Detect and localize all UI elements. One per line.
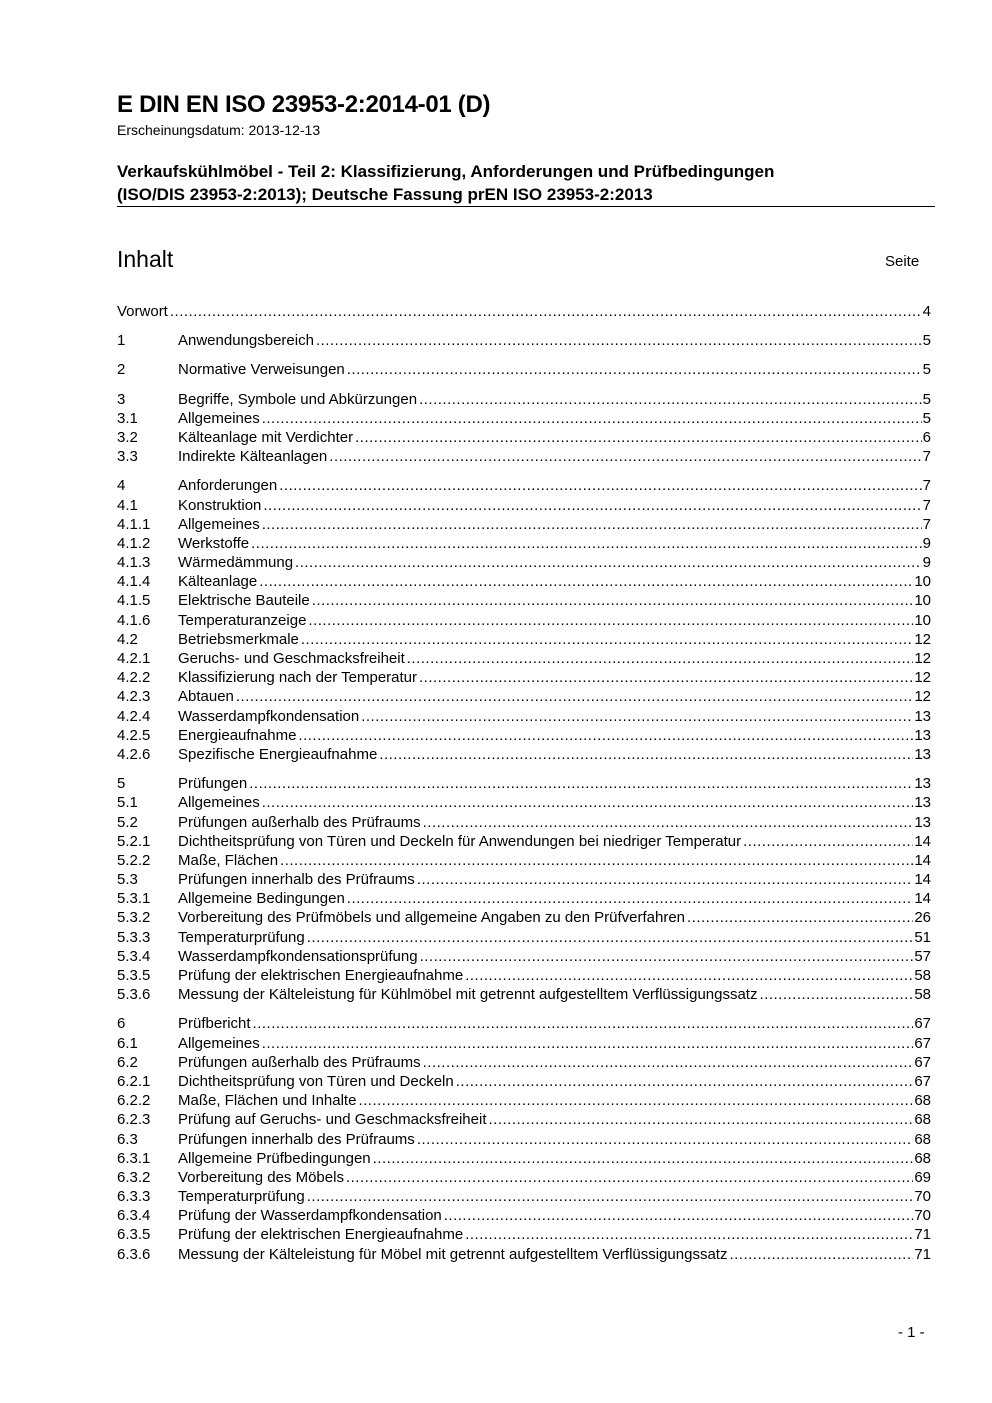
toc-entry-body (178, 591, 931, 610)
toc-entry-body (178, 1110, 931, 1129)
toc-entry-page: 58 (914, 986, 931, 1004)
toc-entry-page: 13 (914, 745, 931, 763)
toc-dot-leader (262, 1034, 914, 1053)
toc-dot-leader (423, 1053, 914, 1072)
toc-dot-leader (373, 1149, 914, 1168)
toc-entry-body (178, 687, 931, 706)
toc-entry-title: Allgemeine Prüfbedingungen (178, 1149, 371, 1167)
toc-entry-title: Konstruktion (178, 496, 262, 514)
toc-entry-body (178, 390, 931, 409)
toc-entry-body (117, 302, 931, 321)
toc-entry-number: 4.2.5 (117, 726, 151, 744)
toc-entry[interactable] (117, 1053, 931, 1072)
toc-entry[interactable] (117, 515, 931, 534)
toc-entry-title: Allgemeines (178, 794, 260, 812)
toc-entry-page: 68 (914, 1149, 931, 1167)
toc-entry-page: 69 (914, 1168, 931, 1186)
toc-entry[interactable] (117, 1245, 931, 1264)
toc-entry-title: Geruchs- und Geschmacksfreiheit (178, 650, 405, 667)
toc-entry-page: 6 (922, 428, 931, 446)
toc-entry[interactable] (117, 1034, 931, 1053)
toc-entry-number: 6.3.6 (117, 1245, 151, 1263)
toc-entry-body (178, 447, 931, 466)
toc-dot-leader (251, 534, 922, 553)
toc-dot-leader (279, 476, 921, 495)
toc-entry[interactable] (117, 813, 931, 832)
toc-entry-body (178, 1014, 931, 1033)
toc-entry-number: 4.1.3 (117, 554, 151, 572)
toc-entry[interactable] (117, 851, 931, 870)
toc-entry-number: 5.3.3 (117, 928, 151, 946)
toc-entry-page: 13 (914, 775, 931, 793)
toc-entry-number: 3.1 (117, 409, 138, 427)
toc-entry-number: 5.3.2 (117, 909, 151, 927)
toc-dot-leader (361, 707, 913, 726)
toc-entry-page: 5 (922, 361, 931, 379)
toc-entry-page: 7 (922, 448, 931, 466)
toc-dot-leader (280, 851, 913, 870)
toc-entry[interactable] (117, 360, 931, 379)
toc-entry-body (178, 1187, 931, 1206)
toc-entry-title: Abtauen (178, 688, 234, 706)
toc-entry-page: 9 (922, 534, 931, 552)
toc-entry-body (178, 851, 931, 870)
toc-dot-leader (316, 331, 922, 350)
toc-dot-leader (259, 572, 913, 591)
toc-entry-page: 10 (914, 573, 931, 591)
toc-entry-number: 5.3.5 (117, 967, 151, 984)
toc-entry[interactable] (117, 966, 931, 985)
toc-entry-title: Kälteanlage (178, 573, 258, 591)
toc-entry-number: 6.3.5 (117, 1226, 151, 1244)
toc-entry-title: Wasserdampfkondensation (178, 707, 360, 725)
toc-entry[interactable] (117, 1091, 931, 1110)
toc-entry-title: Prüfung der Wasserdampfkondensation (178, 1207, 442, 1225)
toc-entry-title: Prüfungen außerhalb des Prüfraums (178, 1053, 421, 1071)
toc-dot-leader (301, 630, 913, 649)
toc-entry[interactable] (117, 1187, 931, 1206)
toc-entry-title: Wärmedämmung (178, 554, 294, 572)
toc-entry-page: 7 (922, 496, 931, 514)
toc-entry-page: 58 (914, 967, 931, 984)
toc-dot-leader (407, 649, 914, 668)
toc-dot-leader (444, 1206, 914, 1225)
toc-entry[interactable] (117, 687, 931, 706)
toc-dot-leader (262, 515, 922, 534)
toc-entry-number: 5.2.2 (117, 851, 151, 869)
toc-entry[interactable] (117, 928, 931, 947)
toc-entry-body (178, 476, 931, 495)
toc-entry-number: 4.2 (117, 630, 138, 648)
toc-entry-number: 6.3.2 (117, 1168, 151, 1186)
toc-entry-title: Prüfung der elektrischen Energieaufnahme (178, 967, 464, 984)
toc-dot-leader (465, 1225, 913, 1244)
toc-dot-leader (355, 428, 922, 447)
toc-entry[interactable] (117, 889, 931, 908)
toc-entry-number: 5.1 (117, 794, 138, 812)
toc-dot-leader (420, 947, 914, 966)
toc-entry-body (178, 630, 931, 649)
toc-entry-page: 67 (914, 1034, 931, 1052)
toc-dot-leader (298, 726, 913, 745)
contents-heading: Inhalt (117, 246, 174, 272)
toc-entry-title: Allgemeine Bedingungen (178, 890, 345, 908)
toc-entry-title: Wasserdampfkondensationsprüfung (178, 947, 418, 965)
toc-entry[interactable] (117, 611, 931, 630)
toc-entry-body (178, 813, 931, 832)
toc-entry-body (178, 496, 931, 515)
toc-entry[interactable] (117, 476, 931, 495)
toc-entry-number: 3 (117, 390, 126, 408)
toc-dot-leader (263, 496, 921, 515)
toc-entry-title: Prüfungen innerhalb des Prüfraums (178, 871, 415, 889)
toc-entry-number: 4.2.1 (117, 650, 151, 667)
toc-entry-title: Kälteanlage mit Verdichter (178, 428, 354, 446)
toc-entry-page: 7 (922, 515, 931, 533)
toc-entry-title: Elektrische Bauteile (178, 592, 310, 610)
toc-dot-leader (456, 1072, 914, 1091)
toc-entry[interactable] (117, 428, 931, 447)
table-of-contents (117, 302, 931, 1264)
toc-entry-page: 14 (914, 871, 931, 889)
toc-dot-leader (729, 1245, 913, 1264)
toc-entry-title: Vorwort (117, 303, 168, 320)
toc-entry-page: 5 (922, 390, 931, 408)
toc-entry-page: 12 (914, 650, 931, 667)
toc-entry-body (178, 428, 931, 447)
toc-entry-number: 1 (117, 332, 126, 350)
toc-dot-leader (417, 870, 914, 889)
publication-date: Erscheinungsdatum: 2013-12-13 (117, 122, 321, 138)
toc-entry-title: Klassifizierung nach der Temperatur (178, 669, 418, 687)
toc-entry-body (178, 331, 931, 350)
toc-entry-body (178, 870, 931, 889)
toc-entry-title: Allgemeines (178, 515, 260, 533)
toc-entry-page: 14 (914, 832, 931, 850)
toc-entry[interactable] (117, 985, 931, 1004)
toc-entry-number: 6.3 (117, 1130, 138, 1148)
toc-entry-page: 13 (914, 813, 931, 831)
toc-dot-leader (249, 774, 913, 793)
document-title: E DIN EN ISO 23953-2:2014-01 (D) (117, 91, 491, 118)
toc-entry-body (178, 1168, 931, 1187)
toc-entry-number: 4.2.2 (117, 669, 151, 687)
toc-entry-page: 10 (914, 592, 931, 610)
toc-entry-body (178, 774, 931, 793)
toc-entry-body (178, 1245, 931, 1264)
toc-entry-title: Messung der Kälteleistung für Kühlmöbel mit getrennt aufgestelltem Verflüssigungssatz (178, 986, 758, 1004)
toc-dot-leader (379, 745, 913, 764)
toc-entry-body (178, 908, 931, 927)
toc-entry-page: 67 (914, 1072, 931, 1090)
toc-entry-body (178, 793, 931, 812)
toc-entry-body (178, 1149, 931, 1168)
toc-entry-number: 2 (117, 361, 126, 379)
toc-entry-title: Vorbereitung des Möbels (178, 1168, 344, 1186)
toc-entry[interactable] (117, 649, 931, 668)
toc-entry[interactable] (117, 1206, 931, 1225)
toc-entry-page: 71 (914, 1245, 931, 1263)
toc-entry-number: 4.2.3 (117, 688, 151, 706)
toc-dot-leader (262, 409, 922, 428)
toc-entry-body (178, 572, 931, 591)
toc-entry-body (178, 889, 931, 908)
toc-entry-page: 70 (914, 1207, 931, 1225)
toc-entry-number: 5.2 (117, 813, 138, 831)
toc-entry-number: 6.3.4 (117, 1207, 151, 1225)
toc-entry-title: Betriebsmerkmale (178, 630, 299, 648)
page-number: - 1 - (898, 1324, 925, 1341)
toc-entry[interactable] (117, 1072, 931, 1091)
toc-entry-page: 67 (914, 1015, 931, 1033)
toc-entry-page: 10 (914, 611, 931, 629)
toc-dot-leader (423, 813, 914, 832)
page-column-label: Seite (885, 253, 920, 270)
toc-entry-number: 6.1 (117, 1034, 138, 1052)
toc-dot-leader (488, 1110, 913, 1129)
toc-entry-title: Temperaturanzeige (178, 611, 307, 629)
toc-entry-number: 4.1.4 (117, 573, 151, 591)
toc-entry-page: 13 (914, 726, 931, 744)
toc-entry[interactable] (117, 1110, 931, 1129)
toc-entry-number: 5.3.4 (117, 947, 151, 965)
toc-dot-leader (295, 553, 922, 572)
toc-entry-number: 4.2.4 (117, 707, 151, 725)
toc-entry[interactable] (117, 534, 931, 553)
toc-entry-number: 5.2.1 (117, 832, 151, 850)
toc-entry-body (178, 1225, 931, 1244)
toc-entry-number: 5.3.1 (117, 890, 151, 908)
toc-entry-title: Prüfung der elektrischen Energieaufnahme (178, 1226, 464, 1244)
toc-entry-body (178, 534, 931, 553)
toc-entry[interactable] (117, 447, 931, 466)
toc-entry-body (178, 668, 931, 687)
toc-entry-number: 4 (117, 477, 126, 495)
toc-entry-title: Temperaturprüfung (178, 1188, 305, 1206)
toc-entry-number: 4.1.6 (117, 611, 151, 629)
toc-entry-page: 26 (914, 909, 931, 927)
toc-dot-leader (419, 668, 913, 687)
toc-entry-title: Maße, Flächen (178, 851, 279, 869)
toc-entry-body (178, 985, 931, 1004)
toc-entry[interactable] (117, 793, 931, 812)
toc-entry-body (178, 947, 931, 966)
toc-entry-page: 5 (922, 409, 931, 427)
toc-entry-title: Prüfungen außerhalb des Prüfraums (178, 813, 421, 831)
toc-entry[interactable] (117, 553, 931, 572)
toc-entry-page: 7 (922, 477, 931, 495)
toc-dot-leader (419, 390, 922, 409)
toc-entry[interactable] (117, 630, 931, 649)
toc-entry-number: 5 (117, 775, 126, 793)
toc-entry-title: Werkstoffe (178, 534, 250, 552)
toc-entry-body (178, 515, 931, 534)
toc-dot-leader (262, 793, 914, 812)
toc-entry-number: 5.3 (117, 871, 138, 889)
toc-entry[interactable] (117, 591, 931, 610)
toc-dot-leader (347, 889, 914, 908)
toc-dot-leader (417, 1130, 914, 1149)
toc-entry-number: 3.2 (117, 428, 138, 446)
toc-entry-body (178, 1130, 931, 1149)
toc-entry[interactable] (117, 390, 931, 409)
toc-dot-leader (465, 966, 913, 985)
toc-entry-title: Allgemeines (178, 1034, 260, 1052)
toc-entry-page: 57 (914, 947, 931, 965)
toc-entry-page: 13 (914, 794, 931, 812)
toc-entry-number: 6.2.1 (117, 1072, 151, 1090)
toc-entry[interactable] (117, 774, 931, 793)
toc-entry[interactable] (117, 668, 931, 687)
toc-dot-leader (308, 611, 913, 630)
toc-entry-page: 67 (914, 1053, 931, 1071)
toc-dot-leader (347, 360, 922, 379)
toc-entry[interactable] (117, 908, 931, 927)
toc-entry-title: Spezifische Energieaufnahme (178, 745, 378, 763)
toc-entry-title: Temperaturprüfung (178, 928, 305, 946)
toc-entry-number: 4.1.2 (117, 534, 151, 552)
toc-entry-number: 4.2.6 (117, 745, 151, 763)
toc-entry-body (178, 1206, 931, 1225)
toc-entry[interactable] (117, 572, 931, 591)
toc-entry-number: 6.2.3 (117, 1111, 151, 1129)
toc-dot-leader (743, 832, 913, 851)
toc-entry[interactable] (117, 745, 931, 764)
toc-entry-body (178, 707, 931, 726)
toc-entry[interactable] (117, 1130, 931, 1149)
toc-dot-leader (236, 687, 913, 706)
toc-entry-number: 3.3 (117, 448, 138, 466)
toc-entry-body (178, 928, 931, 947)
toc-entry-page: 70 (914, 1188, 931, 1206)
toc-entry-page: 68 (914, 1092, 931, 1110)
toc-entry[interactable] (117, 1168, 931, 1187)
document-subtitle (117, 160, 937, 206)
toc-entry-title: Prüfungen (178, 775, 248, 793)
toc-dot-leader (358, 1091, 913, 1110)
toc-dot-leader (329, 447, 921, 466)
toc-entry[interactable] (117, 302, 931, 321)
toc-dot-leader (759, 985, 913, 1004)
toc-entry-number: 6.2.2 (117, 1092, 151, 1110)
toc-entry-title: Dichtheitsprüfung von Türen und Deckeln (178, 1072, 454, 1090)
toc-entry-number: 6.3.3 (117, 1188, 151, 1206)
toc-entry-title: Maße, Flächen und Inhalte (178, 1092, 357, 1110)
toc-entry-page: 12 (914, 688, 931, 706)
toc-entry-page: 5 (922, 332, 931, 350)
toc-entry-title: Dichtheitsprüfung von Türen und Deckeln für Anwendungen bei niedriger Temperatur (178, 832, 742, 850)
toc-entry[interactable] (117, 726, 931, 745)
toc-entry[interactable] (117, 832, 931, 851)
toc-entry-title: Indirekte Kälteanlagen (178, 448, 328, 466)
toc-entry-page: 14 (914, 890, 931, 908)
toc-entry-title: Prüfung auf Geruchs- und Geschmacksfreiheit (178, 1111, 487, 1129)
toc-dot-leader (253, 1014, 914, 1033)
toc-entry-page: 4 (922, 303, 931, 320)
toc-entry-title: Messung der Kälteleistung für Möbel mit getrennt aufgestelltem Verflüssigungssatz (178, 1245, 728, 1263)
toc-entry-number: 5.3.6 (117, 986, 151, 1004)
toc-entry[interactable] (117, 870, 931, 889)
toc-entry-title: Prüfbericht (178, 1015, 251, 1033)
toc-entry-number: 4.1.5 (117, 592, 151, 610)
toc-entry-body (178, 649, 931, 668)
toc-entry-title: Begriffe, Symbole und Abkürzungen (178, 390, 418, 408)
toc-entry-body (178, 1053, 931, 1072)
toc-entry-page: 13 (914, 707, 931, 725)
toc-entry-body (178, 745, 931, 764)
toc-entry-page: 68 (914, 1111, 931, 1129)
toc-entry[interactable] (117, 409, 931, 428)
toc-entry-body (178, 1034, 931, 1053)
toc-entry-number: 6.2 (117, 1053, 138, 1071)
toc-entry-page: 9 (922, 554, 931, 572)
toc-entry-title: Vorbereitung des Prüfmöbels und allgemeine Angaben zu den Prüfverfahren (178, 909, 686, 927)
toc-dot-leader (687, 908, 913, 927)
toc-entry[interactable] (117, 496, 931, 515)
toc-entry-page: 12 (914, 669, 931, 687)
toc-entry-body (178, 726, 931, 745)
toc-entry[interactable] (117, 707, 931, 726)
toc-entry-body (178, 966, 931, 985)
toc-entry-page: 51 (914, 928, 931, 946)
toc-entry-body (178, 1091, 931, 1110)
toc-entry-body (178, 1072, 931, 1091)
subtitle-line-2: (ISO/DIS 23953-2:2013); Deutsche Fassung prEN ISO 23953-2:2013 (117, 185, 653, 204)
subtitle-line-1: Verkaufskühlmöbel - Teil 2: Klassifizierung, Anforderungen und Prüfbedingungen (117, 162, 775, 181)
toc-entry-page: 12 (914, 630, 931, 648)
toc-entry-title: Allgemeines (178, 409, 260, 427)
toc-entry-page: 14 (914, 851, 931, 869)
toc-entry-body (178, 832, 931, 851)
toc-entry-title: Anforderungen (178, 477, 278, 495)
title-divider (117, 206, 935, 207)
toc-entry-title: Normative Verweisungen (178, 361, 345, 379)
toc-entry-number: 4.1 (117, 496, 138, 514)
toc-dot-leader (307, 1187, 914, 1206)
toc-dot-leader (312, 591, 914, 610)
toc-entry-title: Energieaufnahme (178, 726, 297, 744)
toc-entry-number: 4.1.1 (117, 515, 151, 533)
toc-entry-number: 6 (117, 1015, 126, 1033)
toc-entry[interactable] (117, 331, 931, 350)
toc-entry-page: 71 (914, 1226, 931, 1244)
toc-entry-body (178, 409, 931, 428)
toc-dot-leader (307, 928, 914, 947)
toc-entry[interactable] (117, 947, 931, 966)
toc-dot-leader (170, 302, 922, 321)
toc-entry-body (178, 360, 931, 379)
toc-entry[interactable] (117, 1225, 931, 1244)
toc-entry-page: 68 (914, 1130, 931, 1148)
toc-entry-title: Anwendungsbereich (178, 332, 314, 350)
toc-entry-body (178, 553, 931, 572)
toc-entry-number: 6.3.1 (117, 1149, 151, 1167)
toc-entry-title: Prüfungen innerhalb des Prüfraums (178, 1130, 415, 1148)
toc-entry-body (178, 611, 931, 630)
toc-dot-leader (346, 1168, 913, 1187)
toc-entry[interactable] (117, 1149, 931, 1168)
toc-entry[interactable] (117, 1014, 931, 1033)
